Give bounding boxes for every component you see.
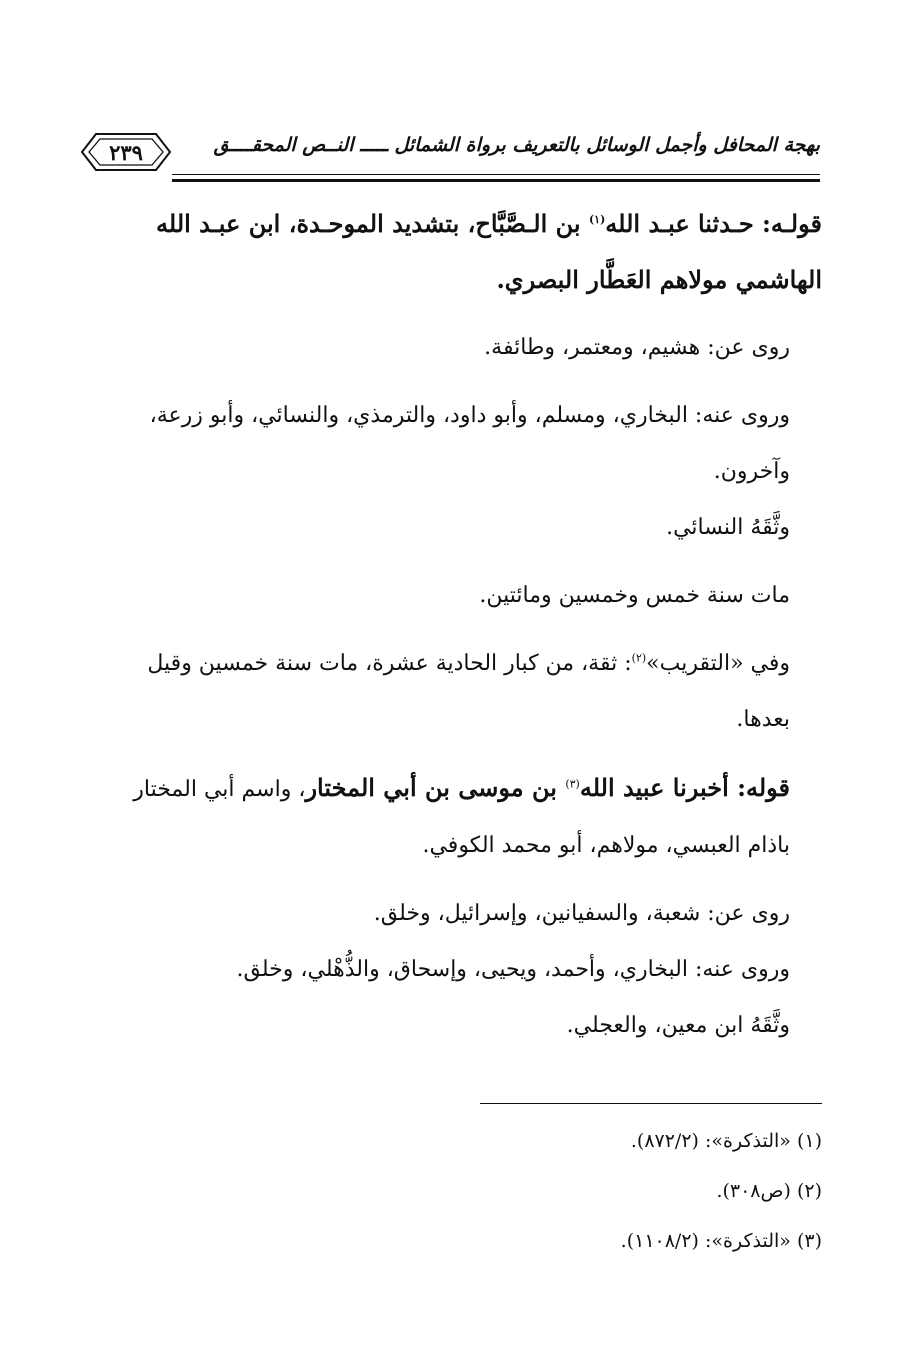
- page-header: [80, 128, 820, 186]
- footnote-ref-3: (٣): [565, 777, 580, 791]
- header-rule-thin: [172, 174, 820, 175]
- entry-heading-ubaidullah: [96, 760, 822, 874]
- footnote-1: (١) «التذكرة»: (٨٧٢/٢).: [630, 1130, 822, 1152]
- footnotes: [300, 1116, 822, 1266]
- footnote-separator: [480, 1103, 822, 1104]
- narrated-from-2: روى عن: شعبة، والسفيانين، وإسرائيل، وخلق.: [373, 901, 790, 926]
- entry-heading-lead-2: قوله: أخبرنا عبيد الله: [579, 773, 790, 802]
- narrated-by-2: وروى عنه: البخاري، وأحمد، ويحيى، وإسحاق، والذُّهْلي، وخلق.: [236, 957, 790, 982]
- taqrib-rest: : ثقة، من كبار الحادية عشرة، مات سنة خمسين وقيل بعدها.: [147, 651, 790, 732]
- narrated-from: روى عن: هشيم، ومعتمر، وطائفة.: [484, 335, 790, 360]
- header-rule-thick: [172, 179, 820, 182]
- authentication: وثَّقَهُ النسائي.: [666, 515, 790, 540]
- footnote-ref-1: (١): [588, 213, 606, 226]
- entry-heading-rest-2: ، واسم أبي المختار باذام العبسي، مولاهم، أبو محمد الكوفي.: [133, 777, 790, 858]
- main-text: [96, 196, 822, 1054]
- entry-heading-lead: قولـه: حـدثنا عبـد الله: [605, 209, 822, 238]
- entry-heading-abdullah: [96, 196, 822, 308]
- footnote-ref-2: (٢): [631, 651, 647, 665]
- footnote-3: (٣) «التذكرة»: (١١٠٨/٢).: [620, 1230, 822, 1252]
- footnote-2: (٢) (ص٣٠٨).: [716, 1180, 822, 1202]
- entry-heading-rest: بن الـصَّبَّاح، بتشديد الموحـدة، ابن عبـد الله الهاشمي مولاهم العَطَّار البصري.: [156, 209, 822, 294]
- taqrib-note: [96, 636, 822, 748]
- death-date: مات سنة خمس وخمسين ومائتين.: [479, 583, 790, 608]
- authentication-2: وثَّقَهُ ابن معين، والعجلي.: [566, 1013, 790, 1038]
- running-title: بهجة المحافل وأجمل الوسائل بالتعريف برواة الشمائل ـــــ النــص المحقــــق: [213, 134, 820, 156]
- narrated-by: وروى عنه: البخاري، ومسلم، وأبو داود، والترمذي، والنسائي، وأبو زرعة، وآخرون.: [149, 403, 790, 484]
- taqrib-lead: وفي «التقريب»: [646, 651, 790, 676]
- page-number: ٢٣٩: [109, 139, 143, 165]
- entry-heading-name-2: بن موسى بن أبي المختار: [305, 773, 566, 802]
